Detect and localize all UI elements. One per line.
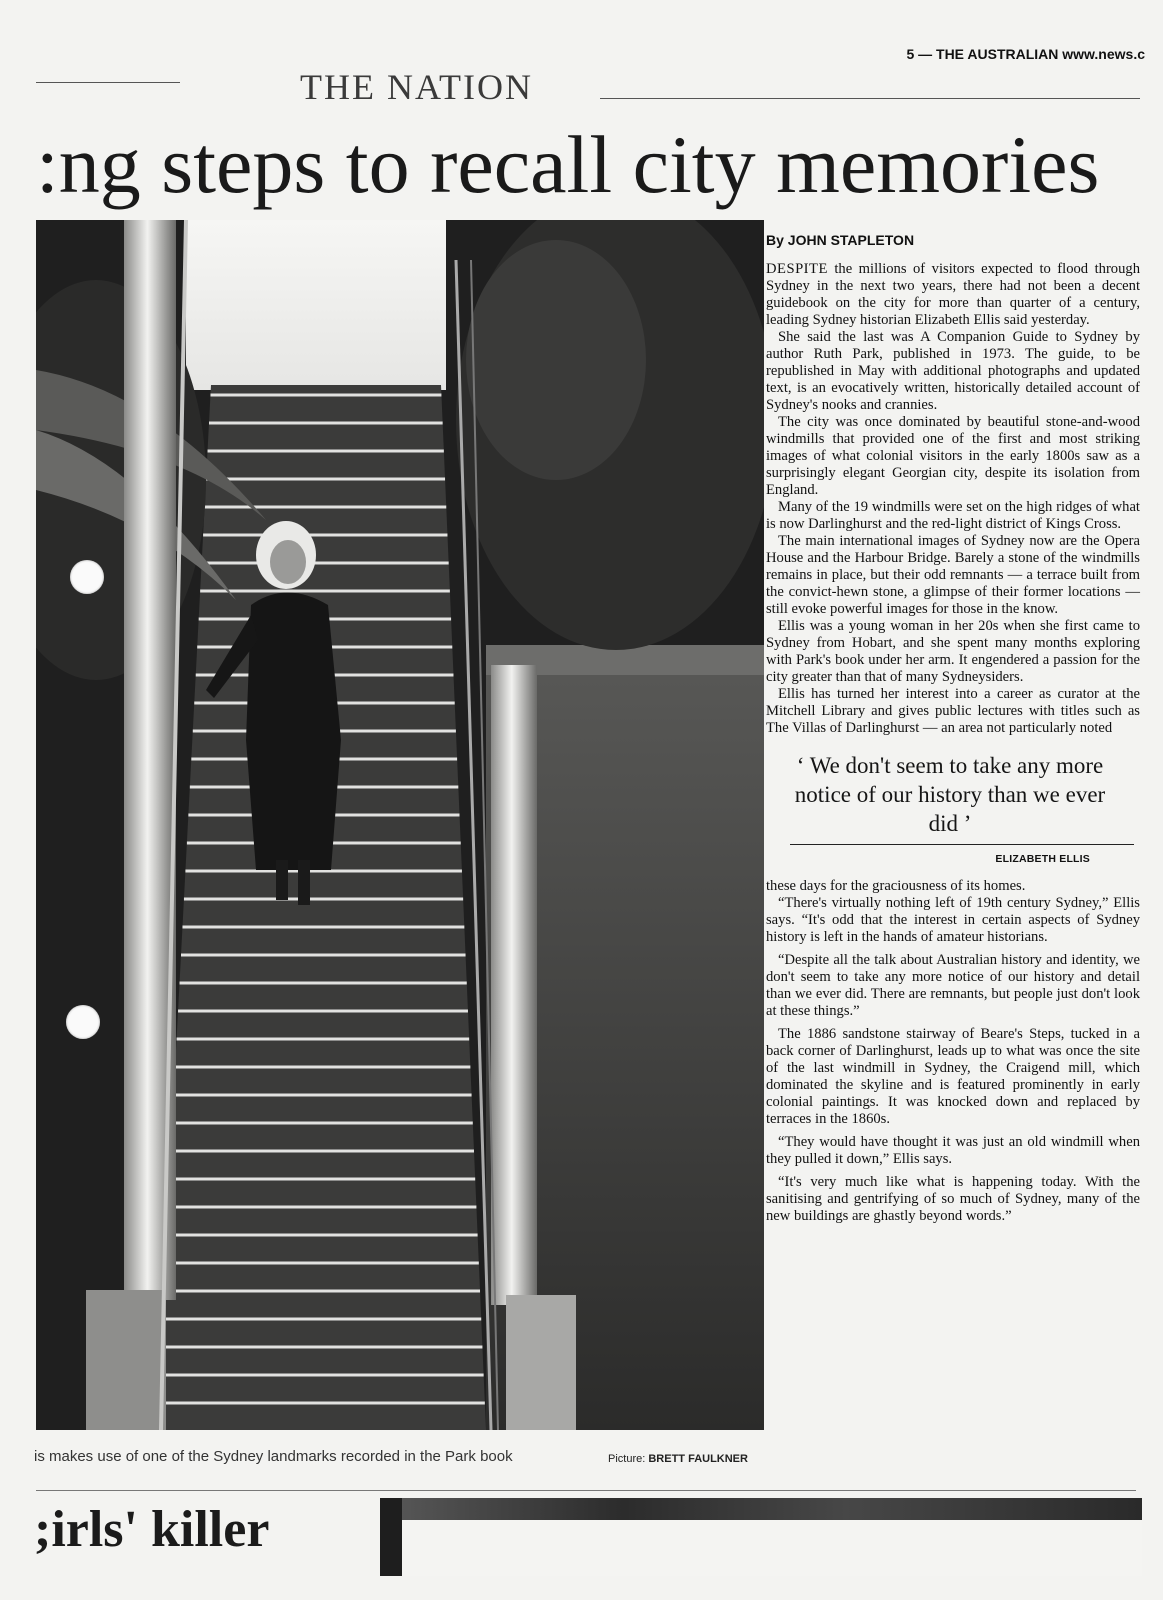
next-story-photo-band <box>402 1498 1142 1520</box>
next-story-photo-frame <box>402 1520 1142 1576</box>
lead-word: DESPITE <box>766 261 828 277</box>
article-paragraph: The 1886 sandstone stairway of Beare's Steps, tucked in a back corner of Darlinghurst, leads up to what was once the site of the last windmill in Sydney, the Craigend mill, which dominated the skyline and is featured prominently in early colonial paintings. It was knocked down and replaced by terraces in the 1860s. <box>766 1026 1140 1127</box>
article-paragraph: these days for the graciousness of its homes. <box>766 878 1026 894</box>
article-column <box>766 232 1140 1225</box>
punch-hole-upper <box>70 560 104 594</box>
bottom-section-rule <box>36 1490 1136 1491</box>
article-body-part1 <box>766 261 1140 737</box>
article-paragraph: “There's virtually nothing left of 19th century Sydney,” Ellis says. “It's odd that the interest in certain aspects of Sydney history is left in the hands of amateur historians. <box>766 895 1140 945</box>
article-paragraph: Ellis was a young woman in her 20s when she first came to Sydney from Hobart, and she spent many months exploring with Park's book under her arm. It engendered a passion for the city greater than that of many Sydneysiders. <box>766 618 1140 685</box>
photo-credit <box>608 1453 748 1465</box>
article-body-part2 <box>766 878 1140 1225</box>
header-rule-right <box>600 98 1140 99</box>
pull-quote-attribution: ELIZABETH ELLIS <box>995 853 1090 865</box>
stairway-photo <box>36 220 764 1430</box>
pull-quote: ‘ We don't seem to take any more notice of our history than we ever did ’ <box>794 753 1106 836</box>
photo-credit-name: BRETT FAULKNER <box>648 1453 748 1465</box>
section-title: THE NATION <box>300 67 533 107</box>
article-paragraph: “It's very much like what is happening today. With the sanitising and gentrifying of so much of Sydney, many of the new buildings are ghastly beyond words.” <box>766 1174 1140 1224</box>
article-paragraph: “They would have thought it was just an old windmill when they pulled it down,” Ellis says. <box>766 1134 1140 1167</box>
article-paragraph: “Despite all the talk about Australian history and identity, we don't seem to take any more notice of our history and detail than we ever did. There are remnants, but people just don't look at these things.” <box>766 952 1140 1019</box>
photo-credit-label: Picture: <box>608 1453 646 1465</box>
page-folio: 5 — THE AUSTRALIAN www.news.c <box>906 46 1145 62</box>
lead-paragraph-text: the millions of visitors expected to flood through Sydney in the next two years, there had not been a decent guidebook on the city for more than quarter of a century, leading Sydney historian Elizabeth Ellis said yesterday. <box>766 261 1140 328</box>
byline: By JOHN STAPLETON <box>766 232 915 248</box>
header-rule-left <box>36 82 180 83</box>
next-story-photo <box>380 1498 1142 1576</box>
article-paragraph: The main international images of Sydney now are the Opera House and the Harbour Bridge. Barely a stone of the windmills remains in place, but their odd remnants — a terrace built from the convict-hewn stone, a glimpse of their former locations — still evoke powerful images for those in the know. <box>766 533 1140 617</box>
article-paragraph: Ellis has turned her interest into a career as curator at the Mitchell Library and gives public lectures with titles such as The Villas of Darlinghurst — an area not particularly noted <box>766 686 1140 736</box>
pull-quote-rule <box>790 844 1134 845</box>
article-paragraph: The city was once dominated by beautiful stone-and-wood windmills that provided one of the first and most striking images of what colonial visitors in the early 1800s saw as a surprisingly elegant Georgian city, despite its isolation from England. <box>766 414 1140 498</box>
story-headline: :ng steps to recall city memories <box>36 119 1100 210</box>
article-paragraph <box>766 261 1140 329</box>
next-story-headline: ;irls' killer <box>34 1501 270 1558</box>
punch-hole-lower <box>66 1005 100 1039</box>
stairway-photo-image <box>36 220 764 1430</box>
article-paragraph: Many of the 19 windmills were set on the high ridges of what is now Darlinghurst and the red-light district of Kings Cross. <box>766 499 1140 532</box>
photo-caption: is makes use of one of the Sydney landmarks recorded in the Park book <box>34 1448 513 1465</box>
article-paragraph: She said the last was A Companion Guide to Sydney by author Ruth Park, published in 1973. The guide, to be republished in May with additional photographs and updated text, is an evocatively written, historically detailed account of Sydney's nooks and crannies. <box>766 329 1140 413</box>
